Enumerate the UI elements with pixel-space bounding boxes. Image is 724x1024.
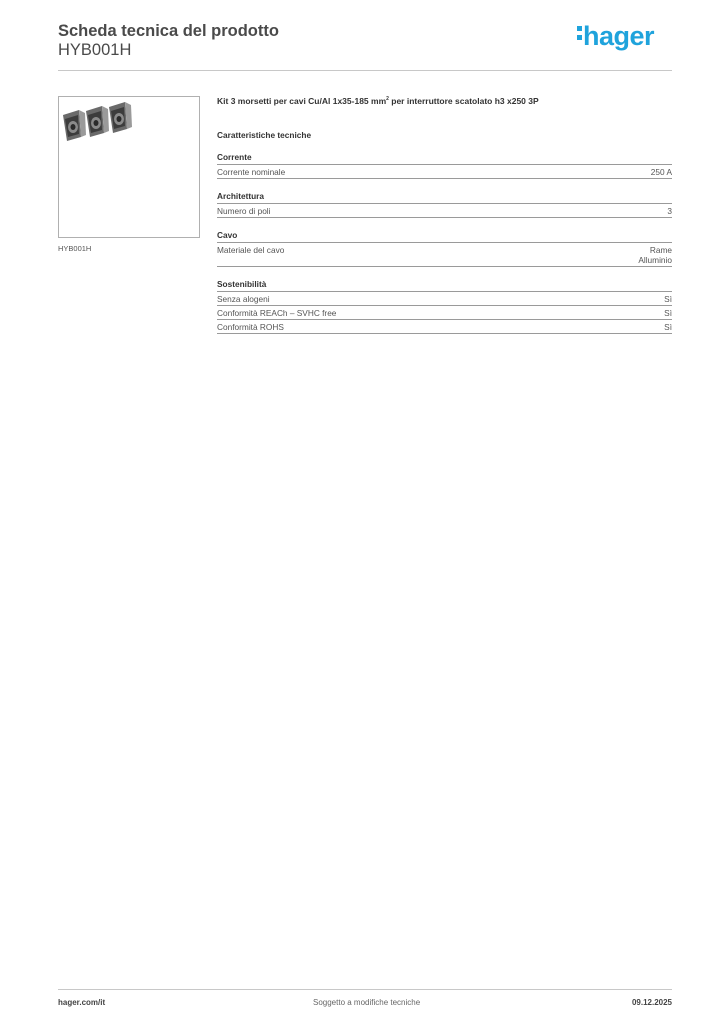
spec-label: Corrente nominale [217, 167, 286, 177]
logo-text: hager [582, 21, 654, 51]
terminal-clamp-icon [63, 110, 86, 141]
spec-label: Conformità ROHS [217, 322, 284, 332]
footer-note: Soggetto a modifiche tecniche [313, 998, 421, 1007]
spec-label: Materiale del cavo [217, 245, 285, 255]
terminal-clamp-icon [86, 106, 109, 137]
description-superscript: 2 [386, 96, 389, 103]
spec-value-text: Alluminio [638, 255, 672, 265]
spec-row [217, 292, 672, 306]
spec-group-architettura [217, 191, 672, 218]
product-description [217, 96, 672, 110]
spec-value [664, 294, 672, 304]
document-title: Scheda tecnica del prodotto [58, 22, 279, 40]
spec-row [217, 165, 672, 179]
spec-value-text: Sì [664, 294, 672, 304]
product-image [59, 97, 199, 237]
description-text: Kit 3 morsetti per cavi Cu/Al 1x35-185 mm [217, 96, 387, 106]
page-header [58, 20, 672, 71]
spec-value [664, 322, 672, 332]
spec-label: Senza alogeni [217, 294, 270, 304]
product-image-frame [58, 96, 200, 238]
image-caption: HYB001H [58, 244, 92, 253]
spec-row [217, 320, 672, 334]
footer-website-link[interactable]: hager.com/it [58, 998, 106, 1007]
group-title: Sostenibilità [217, 279, 672, 292]
spec-value-text: Sì [664, 322, 672, 332]
spec-label: Conformità REACh – SVHC free [217, 308, 337, 318]
spec-group-cavo [217, 230, 672, 267]
footer-date: 09.12.2025 [631, 998, 672, 1007]
spec-row [217, 306, 672, 320]
group-title: Corrente [217, 152, 672, 165]
product-code: HYB001H [58, 41, 132, 59]
spec-row [217, 204, 672, 218]
group-title: Architettura [217, 191, 672, 204]
spec-group-corrente [217, 152, 672, 179]
spec-value-text: 250 A [650, 167, 672, 177]
product-specs [217, 96, 672, 334]
spec-value [651, 167, 672, 177]
terminal-clamp-icon [109, 102, 132, 133]
spec-row [217, 243, 672, 267]
description-text-end: per interruttore scatolato h3 x250 3P [388, 96, 539, 106]
section-title: Caratteristiche tecniche [217, 130, 312, 140]
spec-value [664, 308, 672, 318]
logo-colon-icon [577, 22, 583, 44]
spec-value-text: Sì [664, 308, 672, 318]
spec-value-text: 3 [667, 206, 672, 216]
spec-value [667, 206, 672, 216]
spec-label: Numero di poli [217, 206, 271, 216]
page-footer [58, 989, 672, 1010]
spec-value [638, 245, 672, 265]
spec-group-sostenibilita [217, 279, 672, 334]
hager-logo [577, 22, 654, 50]
spec-value-text: Rame [649, 245, 672, 255]
group-title: Cavo [217, 230, 672, 243]
